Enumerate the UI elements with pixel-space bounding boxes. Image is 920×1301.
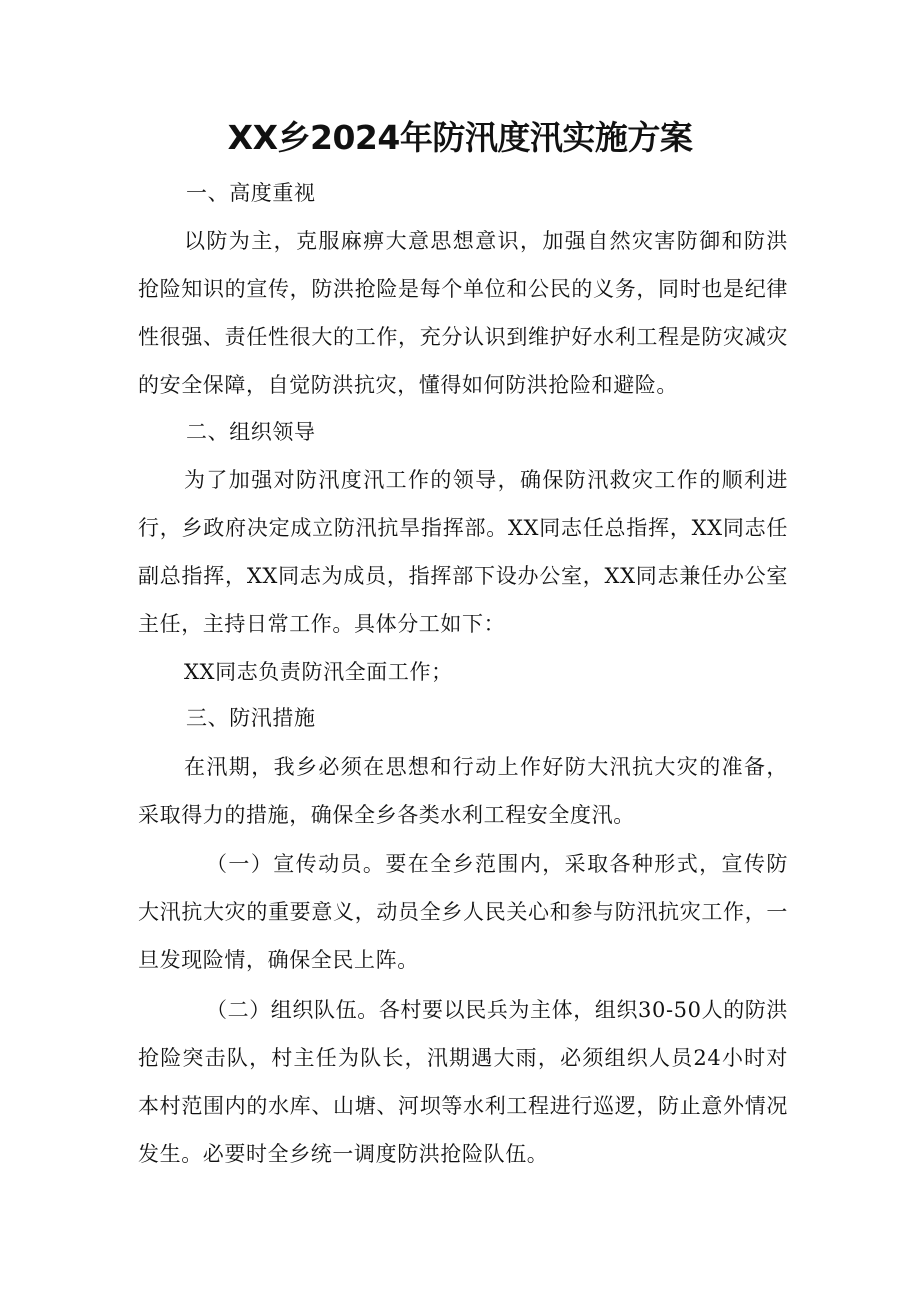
section-3-heading: 三、防汛措施	[186, 706, 316, 730]
section-2-heading: 二、组织领导	[186, 420, 316, 444]
section-1-heading: 一、高度重视	[186, 181, 316, 205]
section-3-paragraph-1: 在汛期，我乡必须在思想和行动上作好防大汛抗大灾的准备，采取得力的措施，确保全乡各类水利工程安全度汛。	[138, 755, 788, 827]
section-2-paragraph-1: 为了加强对防汛度汛工作的领导，确保防汛救灾工作的顺利进行，乡政府决定成立防汛抗旱指挥部。XX同志任总指挥，XX同志任副总指挥，XX同志为成员，指挥部下设办公室，XX同志兼任办公室主任，主持日常工作。具体分工如下：	[138, 468, 788, 636]
section-2-paragraph-2: XX同志负责防汛全面工作；	[184, 660, 453, 684]
document-title: XX乡2024年防汛度汛实施方案	[227, 118, 693, 157]
section-1-paragraph-1: 以防为主，克服麻痹大意思想意识，加强自然灾害防御和防洪抢险知识的宣传，防洪抢险是每个单位和公民的义务，同时也是纪律性很强、责任性很大的工作，充分认识到维护好水利工程是防灾减灾的安全保障，自觉防洪抗灾，懂得如何防洪抢险和避险。	[138, 229, 788, 397]
section-3-paragraph-2: （一）宣传动员。要在全乡范围内，采取各种形式，宣传防大汛抗大灾的重要意义，动员全乡人民关心和参与防汛抗灾工作，一旦发现险情，确保全民上阵。	[138, 852, 788, 972]
section-3-paragraph-3: （二）组织队伍。各村要以民兵为主体，组织30-50人的防洪抢险突击队，村主任为队长，汛期遇大雨，必须组织人员24小时对本村范围内的水库、山塘、河坝等水利工程进行巡逻，防止意外情况发生。必要时全乡统一调度防洪抢险队伍。	[138, 998, 788, 1166]
